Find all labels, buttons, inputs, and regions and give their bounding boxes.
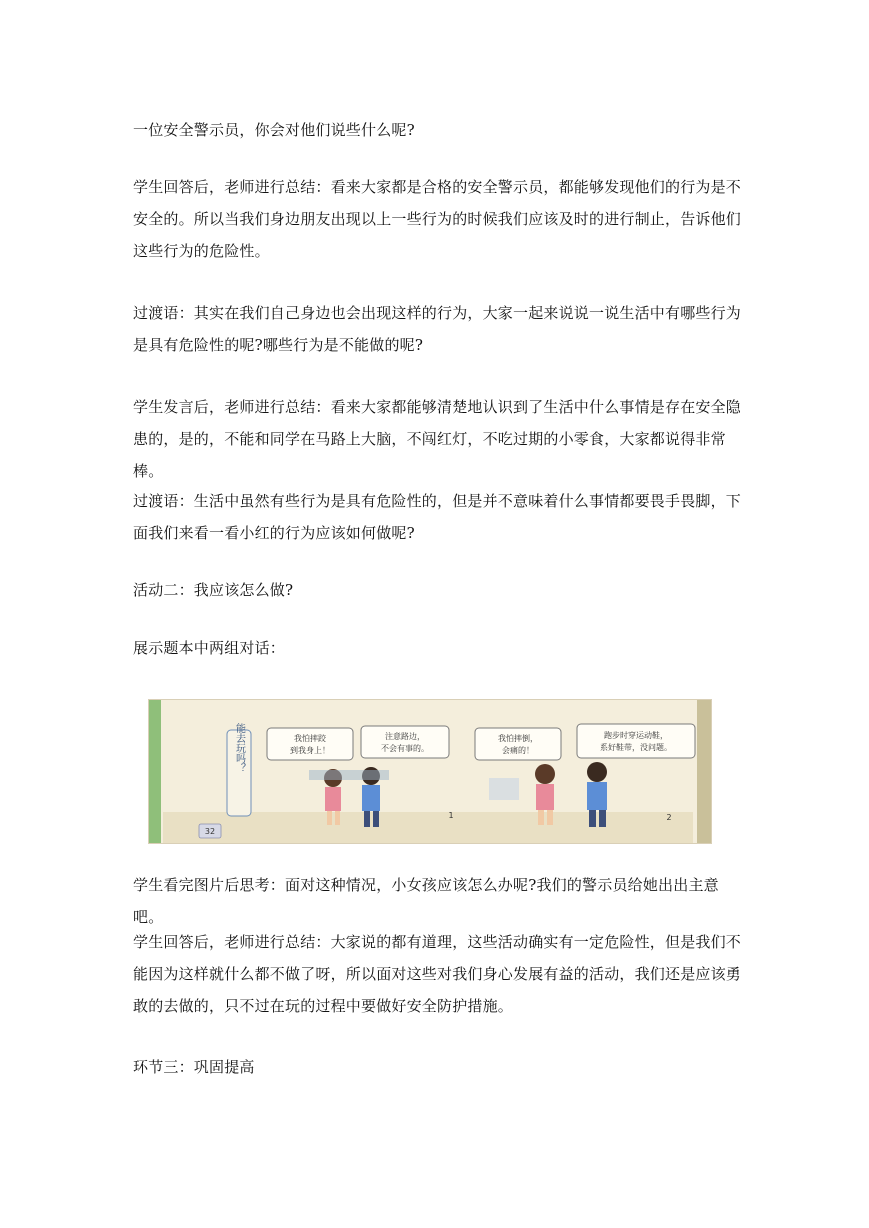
scene-number-1: 1 <box>448 811 454 820</box>
paragraph-4: 学生发言后，老师进行总结：看来大家都能够清楚地认识到了生活中什么事情是存在安全隐患的，是的，不能和同学在马路上大脑，不闯红灯，不吃过期的小零食，大家都说得非常棒。 <box>133 398 742 480</box>
bubble-1-line-2: 到我身上！ <box>290 746 330 755</box>
paragraph-5: 过渡语：生活中虽然有些行为是具有危险性的，但是并不意味着什么事情都要畏手畏脚，下面我们来看一看小红的行为应该如何做呢? <box>133 492 742 542</box>
scene-number-2: 2 <box>666 813 672 822</box>
bubble-4-line-1: 跑步时穿运动鞋， <box>604 731 668 740</box>
bubble-2-line-2: 不会有事的。 <box>381 744 429 753</box>
bubble-4-line-2: 系好鞋带，没问题。 <box>600 743 672 752</box>
bubble-1-line-1: 我怕摔跤 <box>294 734 326 743</box>
paragraph-6: 学生看完图片后思考：面对这种情况，小女孩应该怎么办呢?我们的警示员给她出出主意吧。 <box>133 876 719 926</box>
bubble-2-line-1: 注意路边， <box>385 732 425 741</box>
paragraph-dialogue-intro: 展示题本中两组对话： <box>133 639 286 657</box>
paragraph-1: 一位安全警示员，你会对他们说些什么呢? <box>133 121 415 139</box>
bubble-3-line-1: 我怕摔倒， <box>498 734 538 743</box>
activity-two-heading: 活动二：我应该怎么做? <box>133 581 294 599</box>
textbook-page-number: 32 <box>204 827 216 836</box>
paragraph-2: 学生回答后，老师进行总结：看来大家都是合格的安全警示员，都能够发现他们的行为是不安全的。所以当我们身边朋友出现以上一些行为的时候我们应该及时的进行制止，告诉他们这些行为的危险性。 <box>133 178 742 260</box>
figure-side-title: 能去玩吗？ <box>233 723 245 773</box>
bubble-3-line-2: 会痛的！ <box>502 746 534 755</box>
section-three-heading: 环节三：巩固提高 <box>133 1058 255 1076</box>
paragraph-3: 过渡语：其实在我们自己身边也会出现这样的行为，大家一起来说说一说生活中有哪些行为是具有危险性的呢?哪些行为是不能做的呢? <box>133 304 742 354</box>
paragraph-7: 学生回答后，老师进行总结：大家说的都有道理，这些活动确实有一定危险性，但是我们不能因为这样就什么都不做了呀，所以面对这些对我们身心发展有益的活动，我们还是应该勇敢的去做的，只不过在玩的过程中要做好安全防护措施。 <box>133 933 742 1015</box>
textbook-illustration <box>148 699 712 844</box>
